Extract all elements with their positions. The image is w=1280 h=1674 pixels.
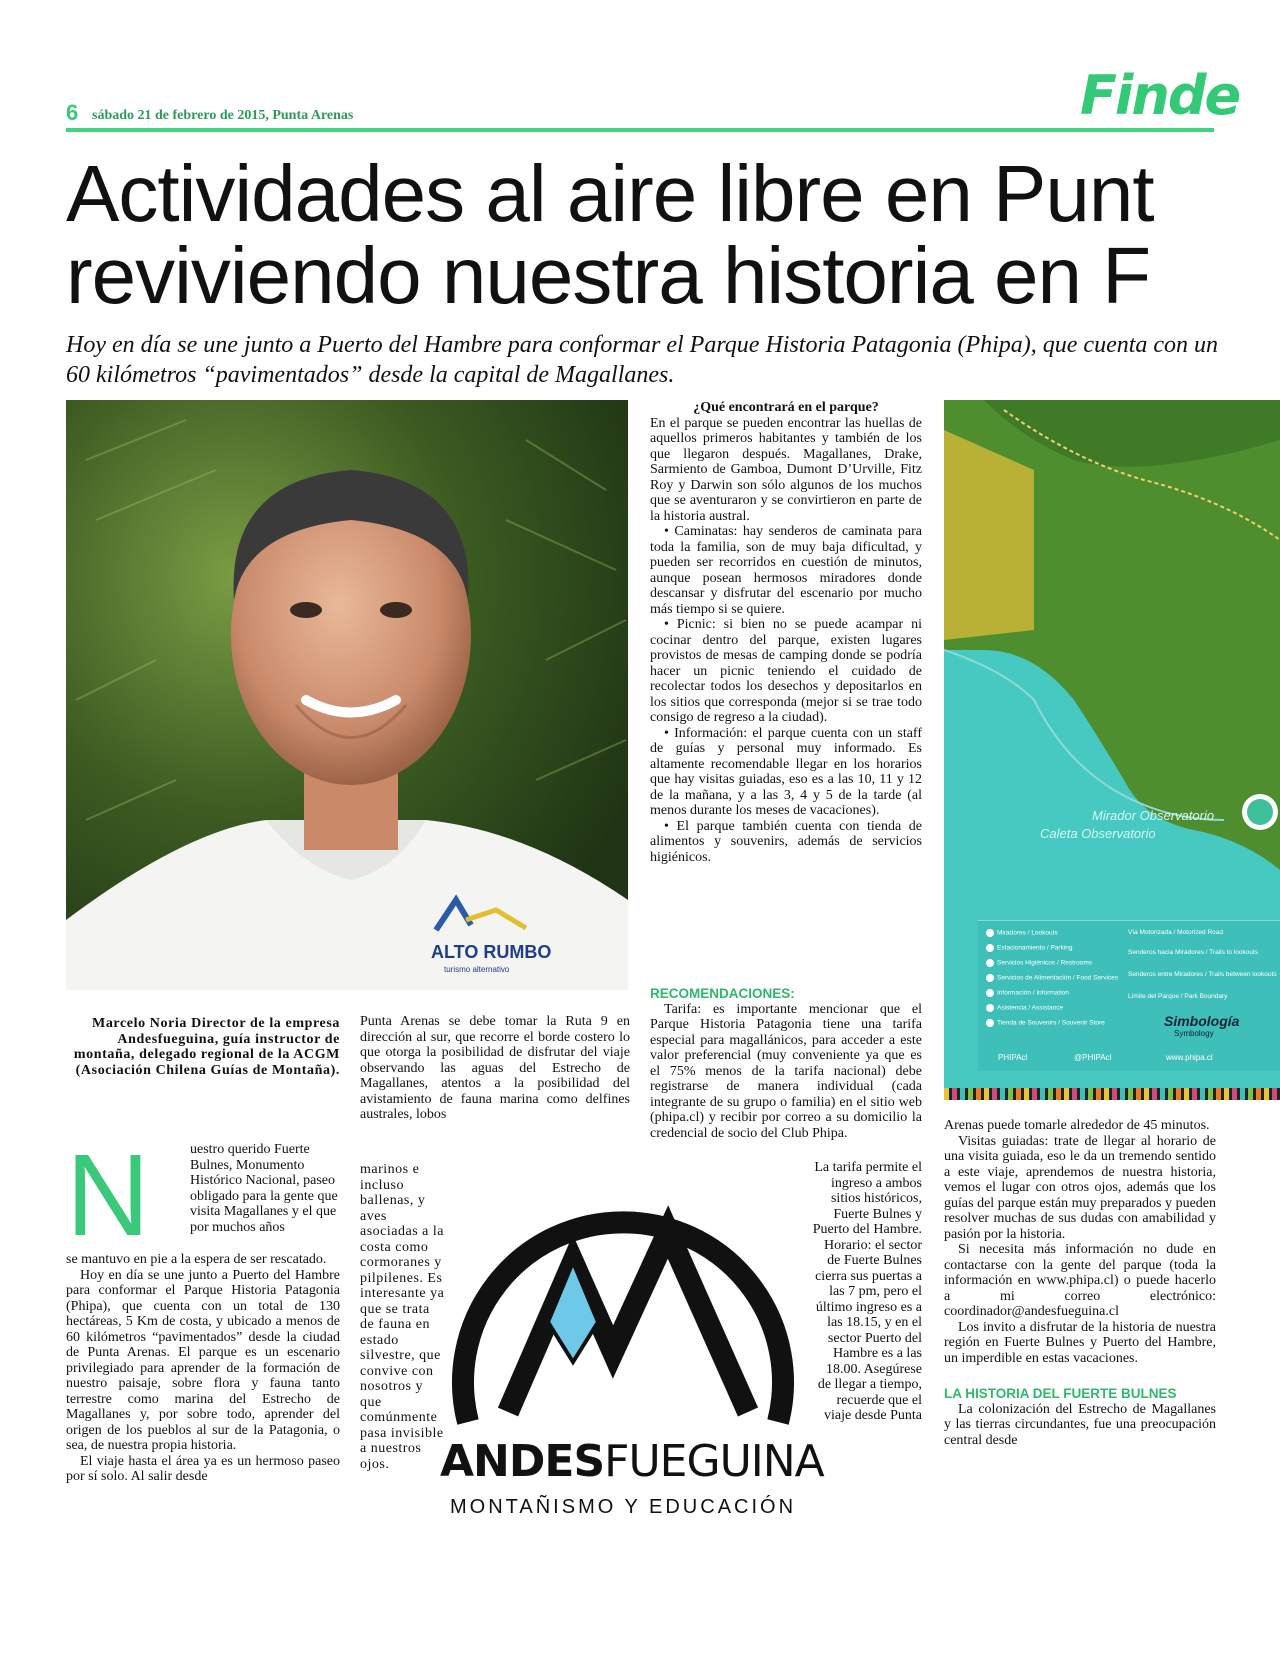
- social-web: www.phipa.cl: [1166, 1053, 1213, 1062]
- stripe-segment: [992, 1088, 997, 1100]
- lead-line-1: Hoy en día se une junto a Puerto del Hambre para conformar el Parque Historia Patagonia (Phipa), que cuenta con un: [66, 332, 1219, 358]
- legend-item-souvenirs: Tienda de Souvenirs / Souvenir Store: [986, 1019, 1105, 1027]
- legend-title: Simbología: [1164, 1013, 1240, 1029]
- column-a-p1-end: se mantuvo en pie a la espera de ser rescatado.: [66, 1252, 327, 1267]
- column-d-p1: Arenas puede tomarle alrededor de 45 minutos.: [944, 1118, 1210, 1133]
- stripe-segment: [1144, 1088, 1149, 1100]
- stripe-segment: [1040, 1088, 1045, 1100]
- stripe-segment: [1008, 1088, 1013, 1100]
- stripe-segment: [1232, 1088, 1237, 1100]
- stripe-segment: [1128, 1088, 1133, 1100]
- stripe-segment: [1272, 1088, 1277, 1100]
- stripe-segment: [1248, 1088, 1253, 1100]
- stripe-segment: [968, 1088, 973, 1100]
- info-icon: [986, 989, 994, 997]
- drop-cap: N: [66, 1130, 150, 1260]
- photo-caption: Marcelo Noria Director de la empresa Andesfueguina, guía instructor de montaña, delegado regional de la ACGM (Asociación Chilena Guías de Montaña).: [73, 1016, 340, 1078]
- lookout-icon: [986, 929, 994, 937]
- column-b-p1: Punta Arenas se debe tomar la Ruta 9 en dirección al sur, que recorre el borde costero lo que otorga la posibilidad de disfrutar del viaje observando las aguas del Estrecho de Magallanes, atentos a la posibilidad del avistamiento de fauna marina como delfines australes, lobos: [360, 1014, 630, 1122]
- stripe-segment: [1080, 1088, 1085, 1100]
- logo-subtitle: MONTAÑISMO Y EDUCACIÓN: [450, 1496, 797, 1518]
- logo-wordmark: [440, 1436, 824, 1487]
- column-a-p2: Hoy en día se une junto a Puerto del Hambre para conformar el Parque Historia Patagonia (Phipa), que cuenta con un total de 130 hectáreas, 5 Km de costa, y ubicado a menos de 60 kilómetros “pavimentados” desde la ciudad de Punta Arenas. El parque es un escenario privilegiado para aprender de la formación de nuestro paisaje, sobre flora y fauna tanto terrestre como marina del Estrecho de Magallanes y, por sobre todo, aprender del origen de los pueblos al sur de la Patagonia, o sea, de nuestra propia historia.: [66, 1267, 340, 1453]
- stripe-segment: [960, 1088, 965, 1100]
- recommendations: [650, 986, 922, 1141]
- stripe-segment: [976, 1088, 981, 1100]
- page-number: 6: [66, 100, 79, 125]
- map-label-caleta: Caleta Observatorio: [1040, 826, 1156, 841]
- column-a-p3: El viaje hasta el área ya es un hermoso paseo por sí solo. Al salir desde: [66, 1453, 340, 1484]
- stripe-segment: [1016, 1088, 1021, 1100]
- stripe-segment: [1216, 1088, 1221, 1100]
- stripe-segment: [1160, 1088, 1165, 1100]
- headline-line-2: reviviendo nuestra historia en F: [66, 231, 1151, 320]
- recommendations-p1: Tarifa: es importante mencionar que el Parque Historia Patagonia tiene una tarifa especial para magallánicos, para acceder a este valor preferencial (muy conveniente ya que es el 75% menos de la tarifa nacional) debe registrarse de manera individual (cada integrante de su grupo o familia) en el sitio web (phipa.cl) y recibir por correo a su domicilio la credencial de socio del Club Phipa.: [650, 1001, 922, 1141]
- legend-item-road: Vía Motorizada / Motorized Road: [1128, 929, 1224, 936]
- stripe-segment: [1136, 1088, 1141, 1100]
- stripe-segment: [1032, 1088, 1037, 1100]
- stripe-segment: [1200, 1088, 1205, 1100]
- stripe-segment: [1208, 1088, 1213, 1100]
- legend-item-restrooms: Servicios Higiénicos / Restrooms: [986, 959, 1092, 967]
- stripe-segment: [952, 1088, 957, 1100]
- mountain-logo-icon: [438, 1112, 808, 1442]
- legend-item-boundary: Límite del Parque / Park Boundary: [1128, 993, 1228, 1000]
- column-b-wrap: [360, 1162, 446, 1472]
- stripe-segment: [1192, 1088, 1197, 1100]
- column-b-p2: marinos e incluso ballenas, y aves asociadas a la costa como cormoranes y pilpilenes. Es interesante ya que se trata de fauna en estado silvestre, que convive con nosotros y que comúnmente pasa invisible a nuestros ojos.: [360, 1162, 445, 1472]
- legend-item-information: Información / Information: [986, 989, 1069, 997]
- history-p1: La colonización del Estrecho de Magallanes y las tierras circundantes, fue una preocupación central desde: [944, 1401, 1216, 1448]
- legend-item-assistance: Asistencia / Assistance: [986, 1004, 1063, 1012]
- recommendations-wrap: [810, 1160, 922, 1424]
- portrait-illustration: [66, 400, 628, 990]
- shirt-logo-text: ALTO RUMBO: [431, 942, 552, 962]
- stripe-segment: [1176, 1088, 1181, 1100]
- map-legend: [978, 920, 1280, 1071]
- stripe-segment: [1120, 1088, 1125, 1100]
- parking-icon: [986, 944, 994, 952]
- column-c-p3: • Picnic: si bien no se puede acampar ni cocinar dentro del parque, existen lugares provistos de mesas de camping donde se podría hacer un picnic teniendo el cuidado de recolectar todos los desechos y depositarlos en los sitios que corresponda (mejor si se trae todo consigo de regreso a la ciudad).: [650, 617, 922, 725]
- column-b-top: [360, 1014, 630, 1123]
- stripe-segment: [1064, 1088, 1069, 1100]
- column-d: [944, 1118, 1216, 1448]
- portrait-photo: [66, 400, 628, 990]
- column-c-p4: • Información: el parque cuenta con un staff de guías y personal muy informado. Es altamente recomendable llegar en los horarios que hay visitas guiadas, eso es a las 10, 11 y 12 de la mañana, y a las 3, 4 y 5 de la tarde (al menos durante los meses de vacaciones).: [650, 725, 922, 818]
- legend-subtitle: Symbology: [1174, 1029, 1214, 1038]
- history-heading: LA HISTORIA DEL FUERTE BULNES: [944, 1386, 1177, 1401]
- stripe-segment: [1096, 1088, 1101, 1100]
- column-c: [650, 400, 922, 865]
- column-d-p2: Visitas guiadas: trate de llegar al horario de una visita guiada, eso le da un tremendo sentido a este viaje, aprendemos de nuestra historia, vemos el lugar con otros ojos, además que los guías del parque están muy preparados y pueden resolver muchas de sus dudas con amabilidad y pasión por la historia.: [944, 1133, 1216, 1242]
- shirt-logo-sub: turismo alternativo: [444, 965, 510, 974]
- stripe-segment: [1024, 1088, 1029, 1100]
- map-color-stripe: [944, 1088, 1280, 1100]
- restroom-icon: [986, 959, 994, 967]
- stripe-segment: [1152, 1088, 1157, 1100]
- stripe-segment: [1072, 1088, 1077, 1100]
- legend-item-parking: Estacionamiento / Parking: [986, 944, 1073, 952]
- legend-item-trails-to: Senderos hacia Miradores / Trails to lookouts: [1128, 949, 1259, 956]
- legend-item-food: Servicios de Alimentación / Food Services: [986, 974, 1118, 982]
- lead-line-2: 60 kilómetros “pavimentados” desde la capital de Magallanes.: [66, 362, 675, 388]
- stripe-segment: [1056, 1088, 1061, 1100]
- headline-line-1: Actividades al aire libre en Punt: [66, 149, 1154, 238]
- stripe-segment: [1264, 1088, 1269, 1100]
- recommendations-heading: RECOMENDACIONES:: [650, 986, 795, 1001]
- stripe-segment: [1168, 1088, 1173, 1100]
- column-d-p4: Los invito a disfrutar de la historia de nuestra región en Fuerte Bulnes y Puerto del Hambre, un imperdible en estas vacaciones.: [944, 1319, 1216, 1366]
- lead-paragraph: [66, 330, 1280, 390]
- column-d-p3: Si necesita más información no dude en contactarse con la gente del parque (toda la información en www.phipa.cl) o puede hacerlo a mi correo electrónico: coordinador@andesfueguina.cl: [944, 1242, 1216, 1319]
- section-brand: Finde: [1080, 64, 1240, 127]
- logo-name-light: FUEGUINA: [604, 1436, 824, 1487]
- logo-name-bold: ANDES: [440, 1436, 605, 1487]
- column-c-p2: • Caminatas: hay senderos de caminata para toda la familia, son de muy baja dificultad, y pueden ser recorridos en cuestión de minutos, aunque posean hermosos miradores donde descansar y disfrutar del escenario por mucho más tiempo si se quiere.: [650, 524, 922, 617]
- stripe-segment: [1000, 1088, 1005, 1100]
- stripe-segment: [1240, 1088, 1245, 1100]
- column-a-body: [66, 1252, 340, 1485]
- column-c-p5: • El parque también cuenta con tienda de alimentos y souvenirs, además de servicios higiénicos.: [650, 818, 922, 865]
- column-c-heading: ¿Qué encontrará en el parque?: [693, 400, 879, 415]
- social-twitter: @PHIPAcl: [1074, 1053, 1112, 1062]
- stripe-segment: [1224, 1088, 1229, 1100]
- stripe-segment: [1112, 1088, 1117, 1100]
- stripe-segment: [984, 1088, 989, 1100]
- stripe-segment: [944, 1088, 949, 1100]
- store-icon: [986, 1019, 994, 1027]
- column-c-p1: En el parque se pueden encontrar las huellas de aquellos primeros habitantes y también de los que llegaron después. Magallanes, Drake, Sarmiento de Gamboa, Dumont D’Urville, Fitz Roy y Darwin son sólo algunos de los muchos que se aventuraron y se convirtieron en parte de la historia austral.: [650, 415, 922, 524]
- date-line: sábado 21 de febrero de 2015, Punta Arenas: [92, 108, 354, 123]
- recommendations-p2: La tarifa permite el ingreso a ambos sitios históricos, Fuerte Bulnes y Puerto del Hambre. Horario: el sector de Fuerte Bulnes cierra sus puertas a las 7 pm, pero el último ingreso es a las 18.15, y en el sector Puerto del Hambre es a las 18.00. Asegúrese de llegar a tiempo, recuerde que el viaje desde Punta: [812, 1160, 922, 1423]
- map-label-mirador: Mirador Observatorio: [1092, 808, 1215, 823]
- header-rule: [66, 128, 1214, 132]
- stripe-segment: [1088, 1088, 1093, 1100]
- legend-item-lookouts: Miradores / Lookouts: [986, 929, 1058, 937]
- legend-item-trails-between: Senderos entre Miradores / Trails between lookouts: [1128, 971, 1277, 978]
- stripe-segment: [1256, 1088, 1261, 1100]
- social-facebook: PHIPAcl: [998, 1053, 1028, 1062]
- food-icon: [986, 974, 994, 982]
- column-a-first-lines: uestro querido Fuerte Bulnes, Monumento Histórico Nacional, paseo obligado para la gente que visita Magallanes y el que por muchos años: [190, 1142, 338, 1235]
- stripe-segment: [1048, 1088, 1053, 1100]
- stripe-segment: [1184, 1088, 1189, 1100]
- park-map: [944, 400, 1280, 1100]
- assistance-icon: [986, 1004, 994, 1012]
- stripe-segment: [1104, 1088, 1109, 1100]
